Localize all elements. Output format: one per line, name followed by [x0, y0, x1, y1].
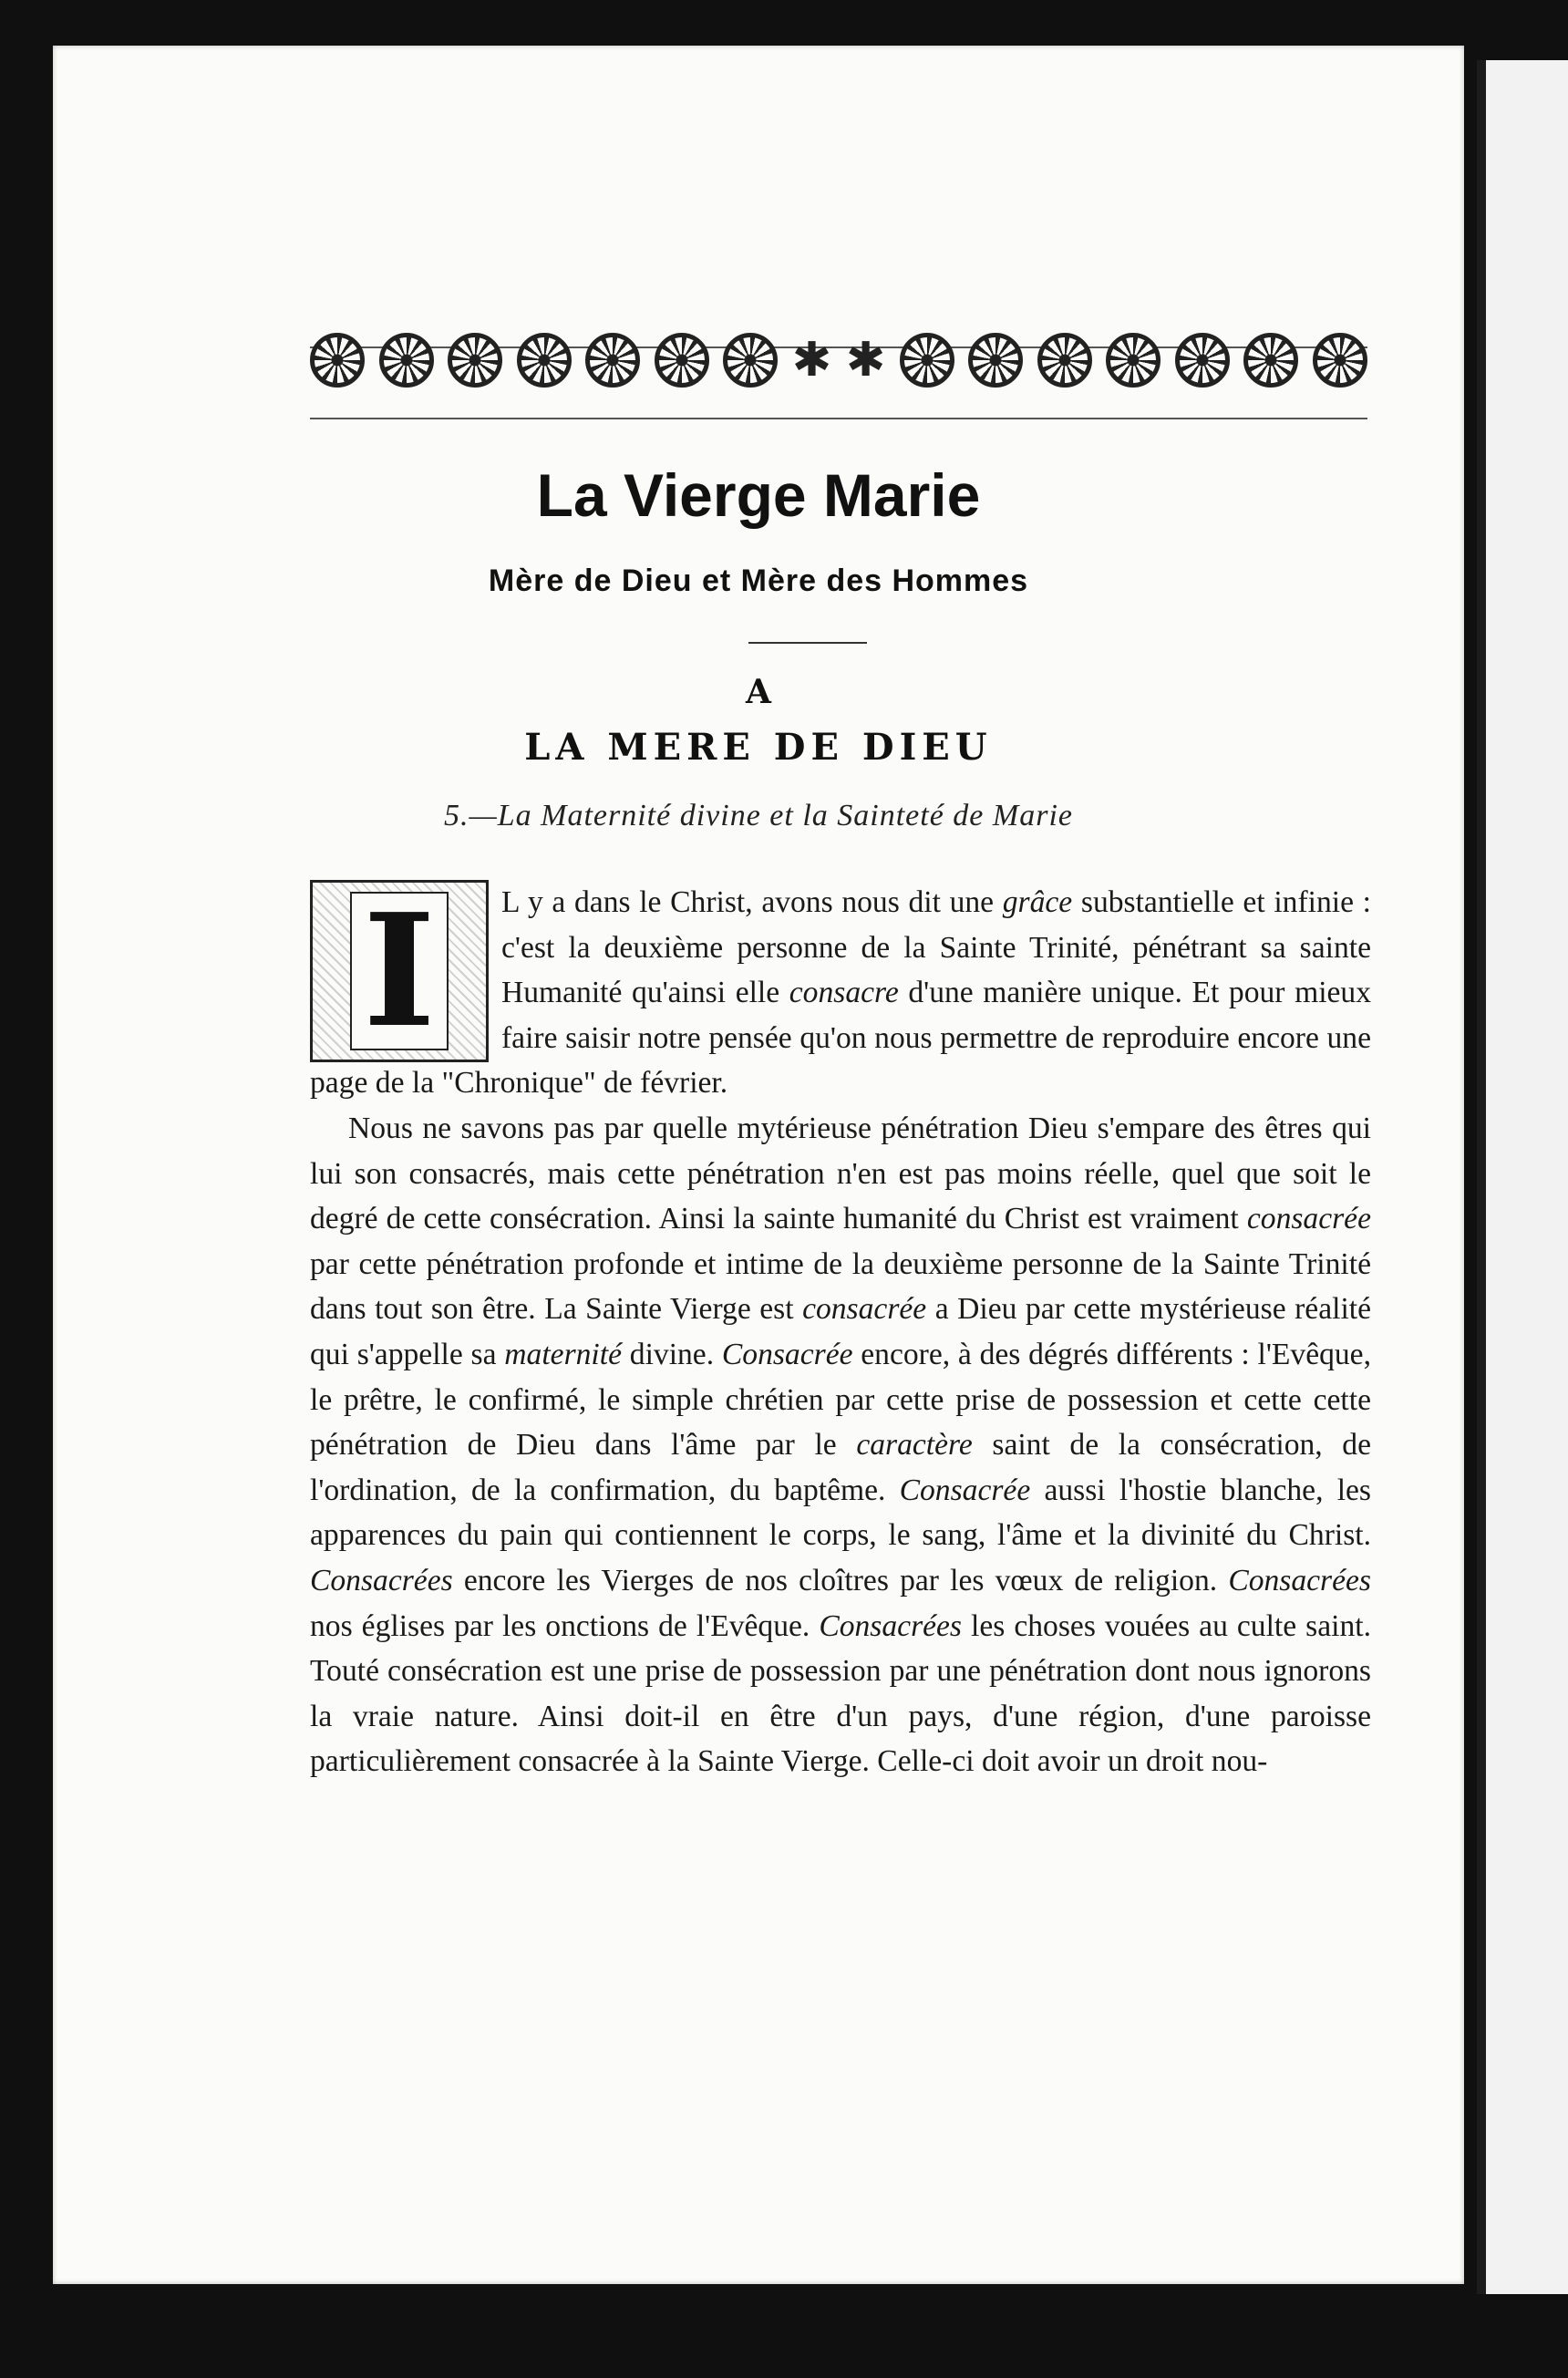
drop-cap-spacer: [310, 880, 501, 1055]
drop-cap-letter: I: [350, 892, 449, 1050]
rosette-ornament: [723, 333, 778, 388]
italic-run: grâce: [1002, 885, 1073, 919]
italic-run: consacrée: [1246, 1202, 1371, 1236]
rosette-ornament: [1313, 333, 1367, 388]
section-heading: LA MERE DE DIEU: [524, 726, 993, 769]
facing-page-edge: [1477, 60, 1568, 2294]
title-divider: [748, 642, 867, 644]
text-run: nos églises par les onctions de l'Evêque.: [310, 1608, 820, 1643]
rosette-ornament: [310, 333, 365, 388]
rosette-ornament: [379, 333, 434, 388]
text-run: par cette pénétration profonde et intime de la deuxième personne de la Sainte Trinité dans tout son être. La Sainte Vierge est: [310, 1246, 1371, 1327]
italic-run: Consacrée: [899, 1473, 1031, 1507]
page-title: La Vierge Marie: [536, 461, 981, 529]
star-ornament: ✱: [845, 333, 886, 388]
italic-run: Consacrées: [310, 1563, 453, 1597]
rosette-ornament: [1175, 333, 1230, 388]
rosette-ornament: [655, 333, 709, 388]
text-run: encore, à des dégrés différents : l'Evêque, le prêtre, le confirmé, le simple chrétien par cette prise de possession et cette cette pénétration de Dieu dans l'âme par le: [310, 1337, 1371, 1463]
body-text: [310, 880, 1371, 1784]
rosette-ornament: [900, 333, 954, 388]
page-subtitle: Mère de Dieu et Mère des Hommes: [488, 563, 1029, 598]
italic-run: maternité: [504, 1337, 622, 1371]
text-run: Nous ne savons pas par quelle mytérieuse pénétration Dieu s'empare des êtres qui lui son consacrés, mais cette pénétration n'en est pas moins réelle, quel que soit le degré de cette consécration. Ainsi la sainte humanité du Christ est vraiment: [310, 1111, 1371, 1236]
italic-run: Consacrées: [1228, 1563, 1371, 1597]
italic-run: caractère: [856, 1428, 973, 1463]
italic-run: consacre: [789, 976, 899, 1010]
star-ornament: ✱: [791, 333, 832, 388]
italic-run: Consacrée: [721, 1337, 853, 1371]
text-run: saint de la consécration, de l'ordination, de la confirmation, du baptême.: [310, 1428, 1371, 1507]
rosette-ornament: [1243, 333, 1298, 388]
text-run: substantielle et infinie : c'est la deuxième personne de la Sainte Trinité, pénétrant sa sainte Humanité qu'ainsi elle: [501, 885, 1371, 1010]
rosette-ornament: [448, 333, 502, 388]
italic-run: Consacrées: [819, 1608, 963, 1643]
text-run: L y a dans le Christ, avons nous dit une: [501, 885, 1003, 919]
rosette-ornament: [585, 333, 640, 388]
text-run: a Dieu par cette mystérieuse réalité qui s'appelle sa: [310, 1292, 1371, 1371]
book-page: [53, 46, 1464, 2284]
rosette-ornament: [968, 333, 1023, 388]
rosette-ornament: [1106, 333, 1161, 388]
rosette-ornament: [1037, 333, 1092, 388]
text-run: les choses vouées au culte saint. Touté consécration est une prise de possession par une pénétration dont nous ignorons la vraie nature. Ainsi doit-il en être d'un pays, d'une région, d'une paroisse particulièrement consacrée à la Sainte Vierge. Celle-ci doit avoir un droit nou-: [310, 1608, 1371, 1779]
ornament-rule-bottom: [310, 418, 1367, 419]
part-letter: A: [746, 673, 771, 711]
rosette-ornament: [517, 333, 572, 388]
text-run: encore les Vierges de nos cloîtres par les vœux de religion.: [452, 1563, 1229, 1597]
text-run: divine.: [622, 1337, 722, 1371]
paragraph-2: [310, 1106, 1371, 1784]
chapter-heading: 5.—La Maternité divine et la Sainteté de Marie: [444, 799, 1073, 832]
ornamental-header-band: [310, 301, 1367, 419]
italic-run: consacrée: [802, 1292, 927, 1327]
text-run: d'une manière unique. Et pour mieux faire saisir notre pensée qu'on nous permettre de reproduire encore une page de la "Chronique" de février.: [310, 976, 1372, 1101]
text-run: aussi l'hostie blanche, les apparences du pain qui contiennent le corps, le sang, l'âme et la divinité du Christ.: [310, 1473, 1371, 1553]
